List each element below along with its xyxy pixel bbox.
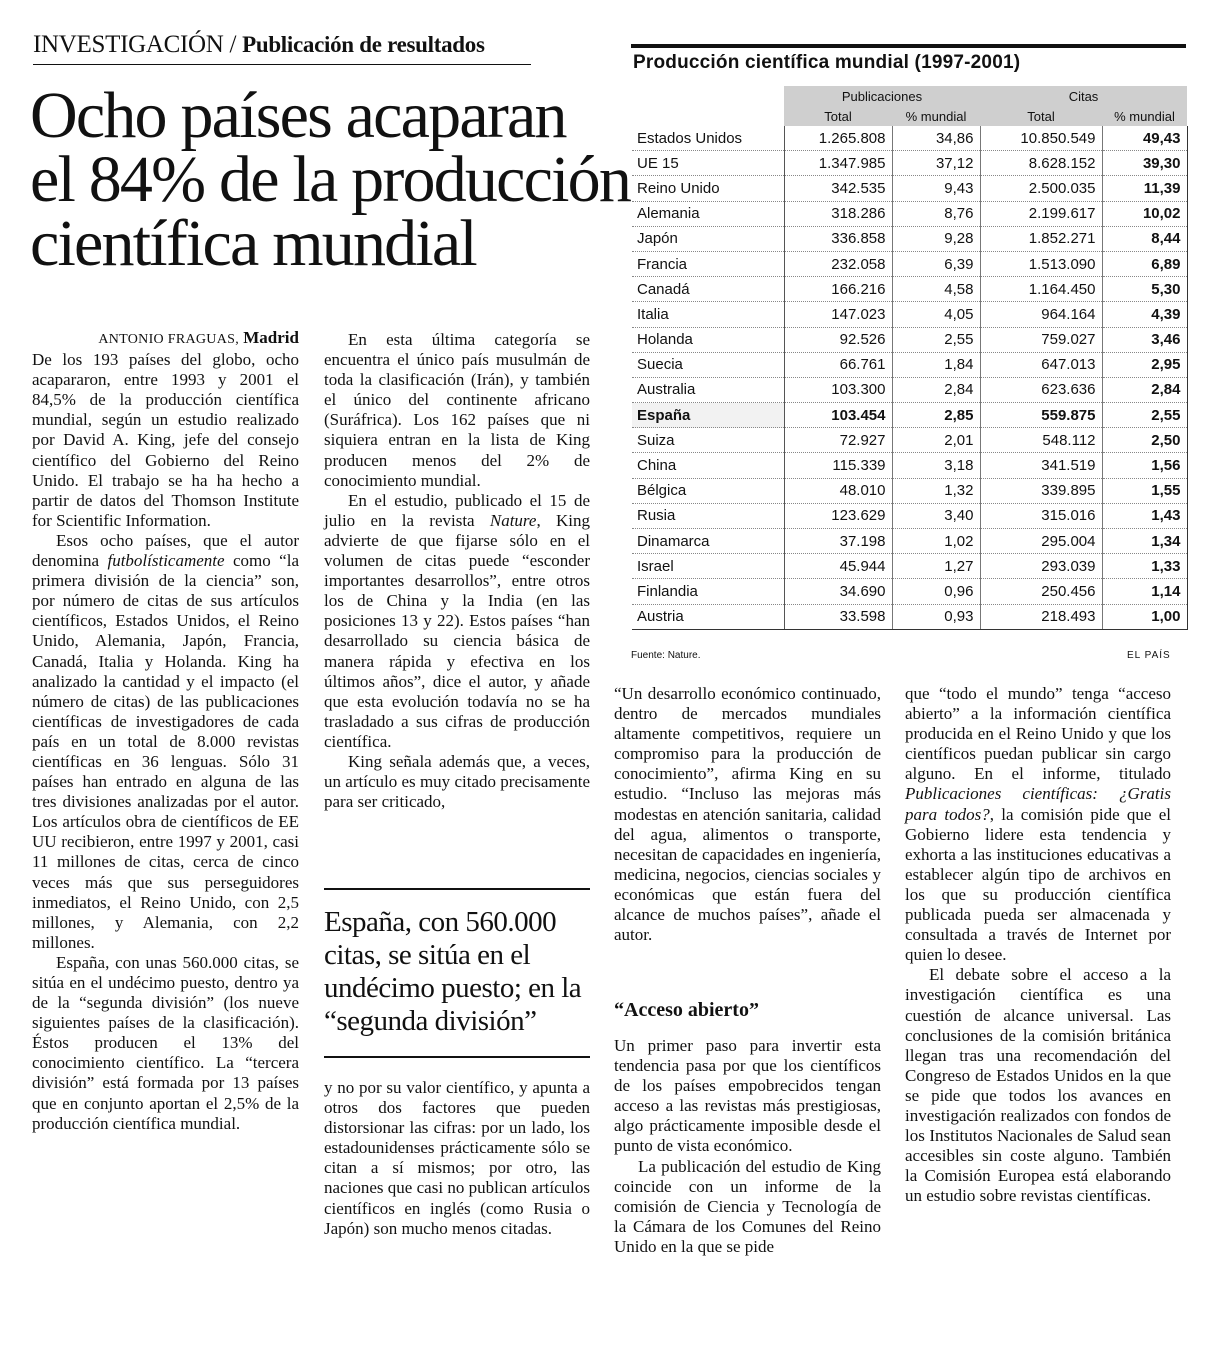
value-cell: 9,28 [892, 226, 980, 251]
value-cell: 8,76 [892, 201, 980, 226]
country-cell: Austria [632, 604, 784, 629]
value-cell: 10,02 [1102, 201, 1187, 226]
text-run: , King advierte de que fijarse sólo en el volumen de citas puede “esconder importantes desarrollos”, entre otros los de China y la India (en las posiciones 13 y 22). Estos países “han desarrollado su ciencia básica de manera rápida y efectiva en los últimos años”, dice el autor, y añade que esta evolución todavía no se ha trasladado a sus cifras de producción científica. [324, 510, 590, 751]
table-body [632, 126, 1187, 629]
value-cell: 1.513.090 [980, 251, 1102, 276]
country-cell: Holanda [632, 327, 784, 352]
headline-line: Ocho países acaparan [30, 79, 566, 152]
article-column-2 [324, 330, 590, 812]
value-cell: 3,46 [1102, 327, 1187, 352]
value-cell: 1,84 [892, 352, 980, 377]
country-cell: Canadá [632, 277, 784, 302]
value-cell: 1,34 [1102, 529, 1187, 554]
country-cell: Italia [632, 302, 784, 327]
group-header-citas: Citas [980, 86, 1187, 106]
table-source: Fuente: Nature. [631, 650, 701, 661]
value-cell: 123.629 [784, 503, 892, 528]
pull-quote-rule [324, 888, 590, 890]
article-paragraph: Un primer paso para invertir esta tendencia pasa por que los científicos de los países empobrecidos tengan acceso a las revistas más prestigiosas, algo prácticamente imposible desde el punto de vista económico. [614, 1036, 881, 1156]
byline [32, 328, 299, 350]
table-row [632, 176, 1187, 201]
value-cell: 3,40 [892, 503, 980, 528]
table-row [632, 478, 1187, 503]
table-row [632, 604, 1187, 629]
country-cell: Francia [632, 251, 784, 276]
value-cell: 2,84 [1102, 377, 1187, 402]
value-cell: 2,84 [892, 377, 980, 402]
table-row [632, 327, 1187, 352]
article-paragraph: De los 193 países del globo, ocho acapararon, entre 1993 y 2001 el 84,5% de la producción científica mundial, según un estudio realizado por David A. King, jefe del consejo científico del Gobierno del Reino Unido. El trabajo se ha ha hecho a partir de datos del Thomson Institute for Scientific Information. [32, 350, 299, 530]
value-cell: 2,55 [1102, 403, 1187, 428]
table-row [632, 277, 1187, 302]
text-run: Esos ocho países, que el autor denomina [32, 530, 299, 571]
value-cell: 342.535 [784, 176, 892, 201]
value-cell: 115.339 [784, 453, 892, 478]
value-cell: 250.456 [980, 579, 1102, 604]
value-cell: 1.852.271 [980, 226, 1102, 251]
country-cell: Australia [632, 377, 784, 402]
country-cell: España [632, 403, 784, 428]
pull-quote-text: España, con 560.000 citas, se sitúa en el undécimo puesto; en la “segunda división” [324, 906, 582, 1037]
value-cell: 8,44 [1102, 226, 1187, 251]
value-cell: 315.016 [980, 503, 1102, 528]
value-cell: 2.199.617 [980, 201, 1102, 226]
value-cell: 1,43 [1102, 503, 1187, 528]
value-cell: 103.454 [784, 403, 892, 428]
emphasis-text: Nature [489, 510, 537, 530]
table-corner [632, 106, 784, 126]
value-cell: 623.636 [980, 377, 1102, 402]
section-category: INVESTIGACIÓN [33, 31, 224, 58]
value-cell: 34.690 [784, 579, 892, 604]
value-cell: 37.198 [784, 529, 892, 554]
value-cell: 2,01 [892, 428, 980, 453]
value-cell: 2.500.035 [980, 176, 1102, 201]
value-cell: 37,12 [892, 151, 980, 176]
byline-place: Madrid [243, 328, 299, 347]
section-separator: / [223, 31, 243, 58]
country-cell: Japón [632, 226, 784, 251]
table-row [632, 352, 1187, 377]
country-cell: Rusia [632, 503, 784, 528]
value-cell: 1,00 [1102, 604, 1187, 629]
value-cell: 5,30 [1102, 277, 1187, 302]
value-cell: 548.112 [980, 428, 1102, 453]
article-column-3 [614, 684, 881, 945]
value-cell: 2,50 [1102, 428, 1187, 453]
value-cell: 2,85 [892, 403, 980, 428]
text-run: , la comisión pide que el Gobierno lidere esta tendencia y exhorta a las instituciones educativas a establecer algún tipo de archivos en los que su producción científica publicada pueda ser almacenada y consultada a través de Internet por quien lo desee. [905, 804, 1171, 965]
table-title: Producción científica mundial (1997-2001) [633, 52, 1021, 73]
table-row [632, 579, 1187, 604]
article-paragraph: “Un desarrollo económico continuado, dentro de mercados mundiales altamente competitivos, requiere un compromiso para la producción de conocimiento”, afirma King en su estudio. “Incluso las mejoras más modestas en atención sanitaria, calidad del agua, alimentos o transporte, necesitan de capacidades en ingeniería, medicina, negocios, ciencias sociales y económicas que están fuera del alcance de muchos países”, añade el autor. [614, 684, 881, 945]
value-cell: 1,27 [892, 554, 980, 579]
article-paragraph [905, 684, 1171, 965]
country-cell: Finlandia [632, 579, 784, 604]
value-cell: 759.027 [980, 327, 1102, 352]
value-cell: 166.216 [784, 277, 892, 302]
value-cell: 4,05 [892, 302, 980, 327]
value-cell: 339.895 [980, 478, 1102, 503]
country-cell: Reino Unido [632, 176, 784, 201]
article-paragraph: King señala además que, a veces, un artículo es muy citado precisamente para ser criticado, [324, 751, 590, 812]
article-column-2-continued [324, 1078, 590, 1239]
value-cell: 1,02 [892, 529, 980, 554]
value-cell: 218.493 [980, 604, 1102, 629]
table-row [632, 503, 1187, 528]
table-row [632, 151, 1187, 176]
value-cell: 72.927 [784, 428, 892, 453]
country-cell: China [632, 453, 784, 478]
table-row [632, 428, 1187, 453]
table-row [632, 377, 1187, 402]
table-row [632, 403, 1187, 428]
value-cell: 10.850.549 [980, 126, 1102, 151]
value-cell: 2,95 [1102, 352, 1187, 377]
article-paragraph [32, 531, 299, 953]
table-corner [632, 86, 784, 106]
table-row [632, 529, 1187, 554]
emphasis-text: Publicaciones científicas: ¿Gratis para todos? [905, 784, 1171, 824]
value-cell: 6,89 [1102, 251, 1187, 276]
table-row [632, 453, 1187, 478]
value-cell: 232.058 [784, 251, 892, 276]
section-topic: Publicación de resultados [242, 32, 485, 57]
value-cell: 3,18 [892, 453, 980, 478]
country-cell: Suecia [632, 352, 784, 377]
value-cell: 9,43 [892, 176, 980, 201]
country-cell: Suiza [632, 428, 784, 453]
value-cell: 1,56 [1102, 453, 1187, 478]
column-header: Total [784, 106, 892, 126]
emphasis-text: futbolísticamente [107, 551, 225, 571]
value-cell: 559.875 [980, 403, 1102, 428]
value-cell: 33.598 [784, 604, 892, 629]
production-table [632, 86, 1188, 630]
value-cell: 336.858 [784, 226, 892, 251]
table-credit: EL PAÍS [1127, 650, 1171, 661]
value-cell: 49,43 [1102, 126, 1187, 151]
data-table-graphic [614, 40, 1181, 665]
table-row [632, 201, 1187, 226]
value-cell: 48.010 [784, 478, 892, 503]
value-cell: 293.039 [980, 554, 1102, 579]
article-paragraph: y no por su valor científico, y apunta a otros dos factores que pueden distorsionar las cifras: por un lado, los estadounidenses prácticamente sólo se citan a sí mismos; por otro, las naciones que casi no publican artículos científicos en inglés (como Rusia o Japón) son mucho menos citadas. [324, 1078, 590, 1238]
country-cell: Dinamarca [632, 529, 784, 554]
value-cell: 4,39 [1102, 302, 1187, 327]
value-cell: 1.164.450 [980, 277, 1102, 302]
value-cell: 1,14 [1102, 579, 1187, 604]
value-cell: 647.013 [980, 352, 1102, 377]
value-cell: 318.286 [784, 201, 892, 226]
value-cell: 2,55 [892, 327, 980, 352]
header-divider [33, 64, 531, 65]
value-cell: 66.761 [784, 352, 892, 377]
value-cell: 1,55 [1102, 478, 1187, 503]
value-cell: 0,96 [892, 579, 980, 604]
value-cell: 964.164 [980, 302, 1102, 327]
article-paragraph [324, 491, 590, 752]
value-cell: 39,30 [1102, 151, 1187, 176]
value-cell: 92.526 [784, 327, 892, 352]
value-cell: 1,33 [1102, 554, 1187, 579]
article-paragraph: La publicación del estudio de King coincide con un informe de la comisión de Ciencia y Tecnología de la Cámara de los Comunes del Reino Unido en la que se pide [614, 1156, 881, 1256]
value-cell: 147.023 [784, 302, 892, 327]
value-cell: 103.300 [784, 377, 892, 402]
value-cell: 11,39 [1102, 176, 1187, 201]
group-header-publicaciones: Publicaciones [784, 86, 980, 106]
table-top-rule [631, 44, 1186, 48]
headline [30, 79, 631, 280]
table-row [632, 302, 1187, 327]
byline-author: ANTONIO FRAGUAS, [98, 332, 240, 347]
text-run: En el estudio, publicado el 15 de julio en la revista [324, 490, 590, 530]
value-cell: 6,39 [892, 251, 980, 276]
text-run: como “la primera división de la ciencia” son, por número de citas de sus artículos científicos, Estados Unidos, el Reino Unido, Alemania, Japón, Francia, Canadá, Italia y Holanda. King ha analizado la cantidad y el impacto (el número de citas) de las publicaciones científicas de investigadores de cada país en un total de 8.000 revistas científicas en 36 lenguas. Sólo 31 países han entrado en alguna de las tres divisiones analizadas por el autor. Los artículos obra de científicos de EE UU recibieron, entre 1997 y 2001, casi 11 millones de citas, cerca de cinco veces más que sus perseguidores inmediatos, el Reino Unido, con 2,5 millones, y Alemania, con 2,2 millones. [32, 551, 299, 952]
value-cell: 1.265.808 [784, 126, 892, 151]
article-paragraph: En esta última categoría se encuentra el único país musulmán de toda la clasificación (Irán), y también el único del continente africano (Suráfrica). Los 162 países que ni siquiera entran en la lista de King producen menos del 2% de conocimiento mundial. [324, 330, 590, 490]
column-header: % mundial [1102, 106, 1187, 126]
country-cell: UE 15 [632, 151, 784, 176]
column-header: % mundial [892, 106, 980, 126]
text-run: que “todo el mundo” tenga “acceso abierto” a la información científica producida en el Reino Unido y que los científicos puedan publicar sin cargo alguno. En el informe, titulado [905, 684, 1171, 784]
pull-quote [324, 888, 590, 1058]
article-column-3-continued [614, 1036, 881, 1257]
pull-quote-rule [324, 1056, 590, 1058]
table-row [632, 554, 1187, 579]
country-cell: Bélgica [632, 478, 784, 503]
headline-line: científica mundial [30, 207, 476, 280]
column-header: Total [980, 106, 1102, 126]
headline-line: el 84% de la producción [30, 143, 631, 216]
subheading: “Acceso abierto” [614, 999, 759, 1021]
article-column-1 [32, 328, 299, 1134]
value-cell: 8.628.152 [980, 151, 1102, 176]
country-cell: Estados Unidos [632, 126, 784, 151]
country-cell: Israel [632, 554, 784, 579]
table-row [632, 226, 1187, 251]
table-row [632, 251, 1187, 276]
article-paragraph: España, con unas 560.000 citas, se sitúa en el undécimo puesto, dentro ya de la “segunda división” (los nueve siguientes países de la clasificación). Éstos producen el 13% del conocimiento científico. La “tercera división” está formada por 13 países que en conjunto aportan el 2,5% de la producción científica mundial. [32, 952, 299, 1133]
value-cell: 4,58 [892, 277, 980, 302]
article-paragraph: El debate sobre el acceso a la investigación científica es una cuestión de alcance universal. Las conclusiones de la comisión británica llegan tras una recomendación del Congreso de Estados Unidos en la que se pide que todos los avances en investigación realizados con fondos de los Institutos Nacionales de Salud sean accesibles sin coste alguno. También la Comisión Europea está elaborando un estudio sobre revistas científicas. [905, 965, 1171, 1206]
article-column-4 [905, 684, 1171, 1206]
country-cell: Alemania [632, 201, 784, 226]
table-row [632, 126, 1187, 151]
value-cell: 34,86 [892, 126, 980, 151]
value-cell: 1.347.985 [784, 151, 892, 176]
value-cell: 341.519 [980, 453, 1102, 478]
value-cell: 1,32 [892, 478, 980, 503]
value-cell: 45.944 [784, 554, 892, 579]
value-cell: 0,93 [892, 604, 980, 629]
value-cell: 295.004 [980, 529, 1102, 554]
section-header [33, 28, 533, 62]
